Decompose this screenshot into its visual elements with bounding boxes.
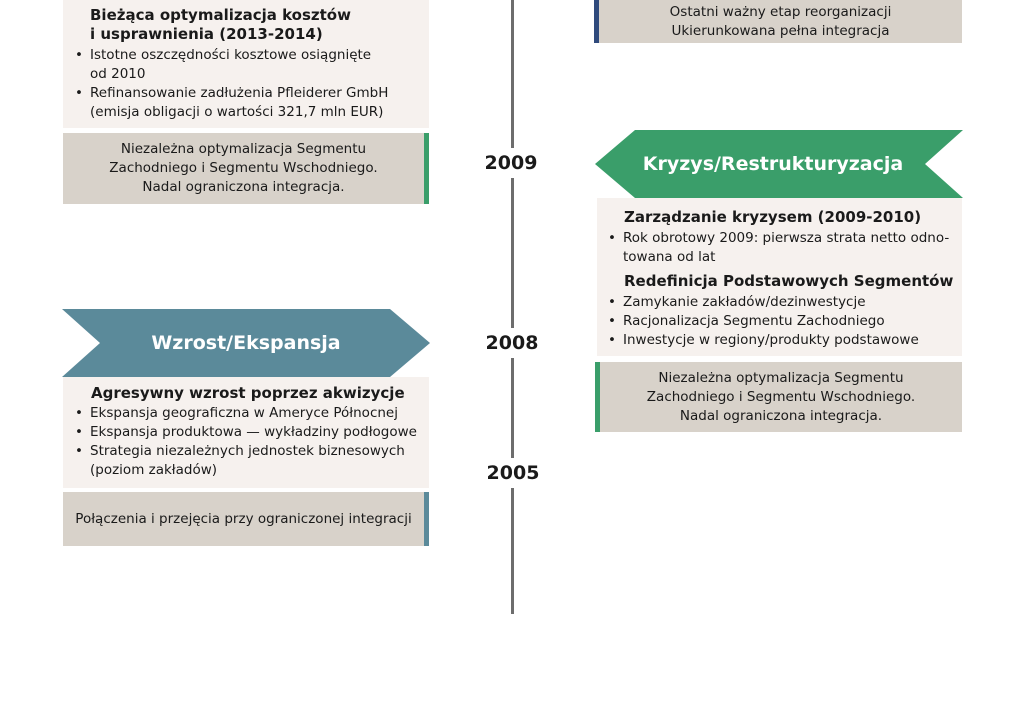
bullet-line: • Ekspansja geograficzna w Ameryce Północnej: [90, 405, 398, 421]
list-item: [73, 84, 423, 122]
cost-optimization-title-line: i usprawnienia (2013-2014): [90, 25, 323, 43]
bullet-line: • Racjonalizacja Segmentu Zachodniego: [623, 313, 885, 329]
timeline-axis: [511, 0, 514, 614]
bullet-line: • Inwestycje w regiony/produkty podstawowe: [623, 332, 919, 348]
summary-line: Nadal ograniczona integracja.: [679, 407, 883, 424]
crisis-section-bullets: [606, 229, 961, 267]
bullet-line: • Zamykanie zakładów/dezinwestycje: [623, 294, 866, 310]
core-segments-bullets: [606, 293, 961, 350]
bullet-line: • Strategia niezależnych jednostek biznesowych: [90, 443, 405, 459]
list-item: [73, 404, 428, 423]
list-item: [606, 229, 961, 267]
list-item: [73, 442, 428, 480]
list-item: [73, 423, 428, 442]
list-item: [606, 293, 961, 312]
cost-optimization-bullets: [73, 46, 423, 122]
year-label-2009: 2009: [476, 148, 546, 178]
summary-line: Zachodniego i Segmentu Wschodniego.: [646, 388, 916, 405]
summary-line: Ostatni ważny etap reorganizacji: [669, 3, 892, 20]
crisis-section-title: Zarządzanie kryzysem (2009-2010): [624, 208, 922, 226]
growth-title: Agresywny wzrost poprzez akwizycje: [91, 384, 405, 402]
summary-line: Niezależna optymalizacja Segmentu: [120, 141, 367, 157]
summary-line: Niezależna optymalizacja Segmentu: [658, 369, 904, 386]
summary-line: Nadal ograniczona integracja.: [142, 179, 345, 195]
bullet-line: • Ekspansja produktowa — wykładziny podłogowe: [90, 424, 417, 440]
bullet-line: • Istotne oszczędności kosztowe osiągnięte: [90, 47, 372, 63]
bullet-line: • Refinansowanie zadłużenia Pfleiderer GmbH: [90, 85, 389, 101]
growth-summary: [63, 492, 429, 546]
growth-banner-title: Wzrost/Ekspansja: [151, 332, 341, 354]
list-item: [606, 312, 961, 331]
reorganization-summary: [594, 0, 962, 43]
bullet-line: (poziom zakładów): [90, 462, 218, 478]
bullet-line: od 2010: [90, 66, 146, 82]
summary-line: Zachodniego i Segmentu Wschodniego.: [109, 160, 378, 176]
summary-line: Połączenia i przejęcia przy ograniczonej integracji: [75, 510, 412, 527]
bullet-line: towana od lat: [623, 249, 716, 265]
cost-optimization-summary: [63, 133, 429, 204]
crisis-banner-title: Kryzys/Restrukturyzacja: [642, 153, 904, 175]
crisis-summary: [595, 362, 962, 432]
year-label-2005: 2005: [478, 458, 548, 488]
cost-optimization-title: [90, 6, 351, 44]
growth-bullets: [73, 404, 428, 480]
core-segments-title: Redefinicja Podstawowych Segmentów: [624, 272, 954, 290]
summary-line: Ukierunkowana pełna integracja: [671, 22, 890, 39]
cost-optimization-title-line: Bieżąca optymalizacja kosztów: [90, 6, 351, 24]
bullet-line: • Rok obrotowy 2009: pierwsza strata netto odno-: [623, 230, 950, 246]
year-label-2008: 2008: [477, 328, 547, 358]
list-item: [606, 331, 961, 350]
list-item: [73, 46, 423, 84]
bullet-line: (emisja obligacji o wartości 321,7 mln EUR): [90, 104, 384, 120]
